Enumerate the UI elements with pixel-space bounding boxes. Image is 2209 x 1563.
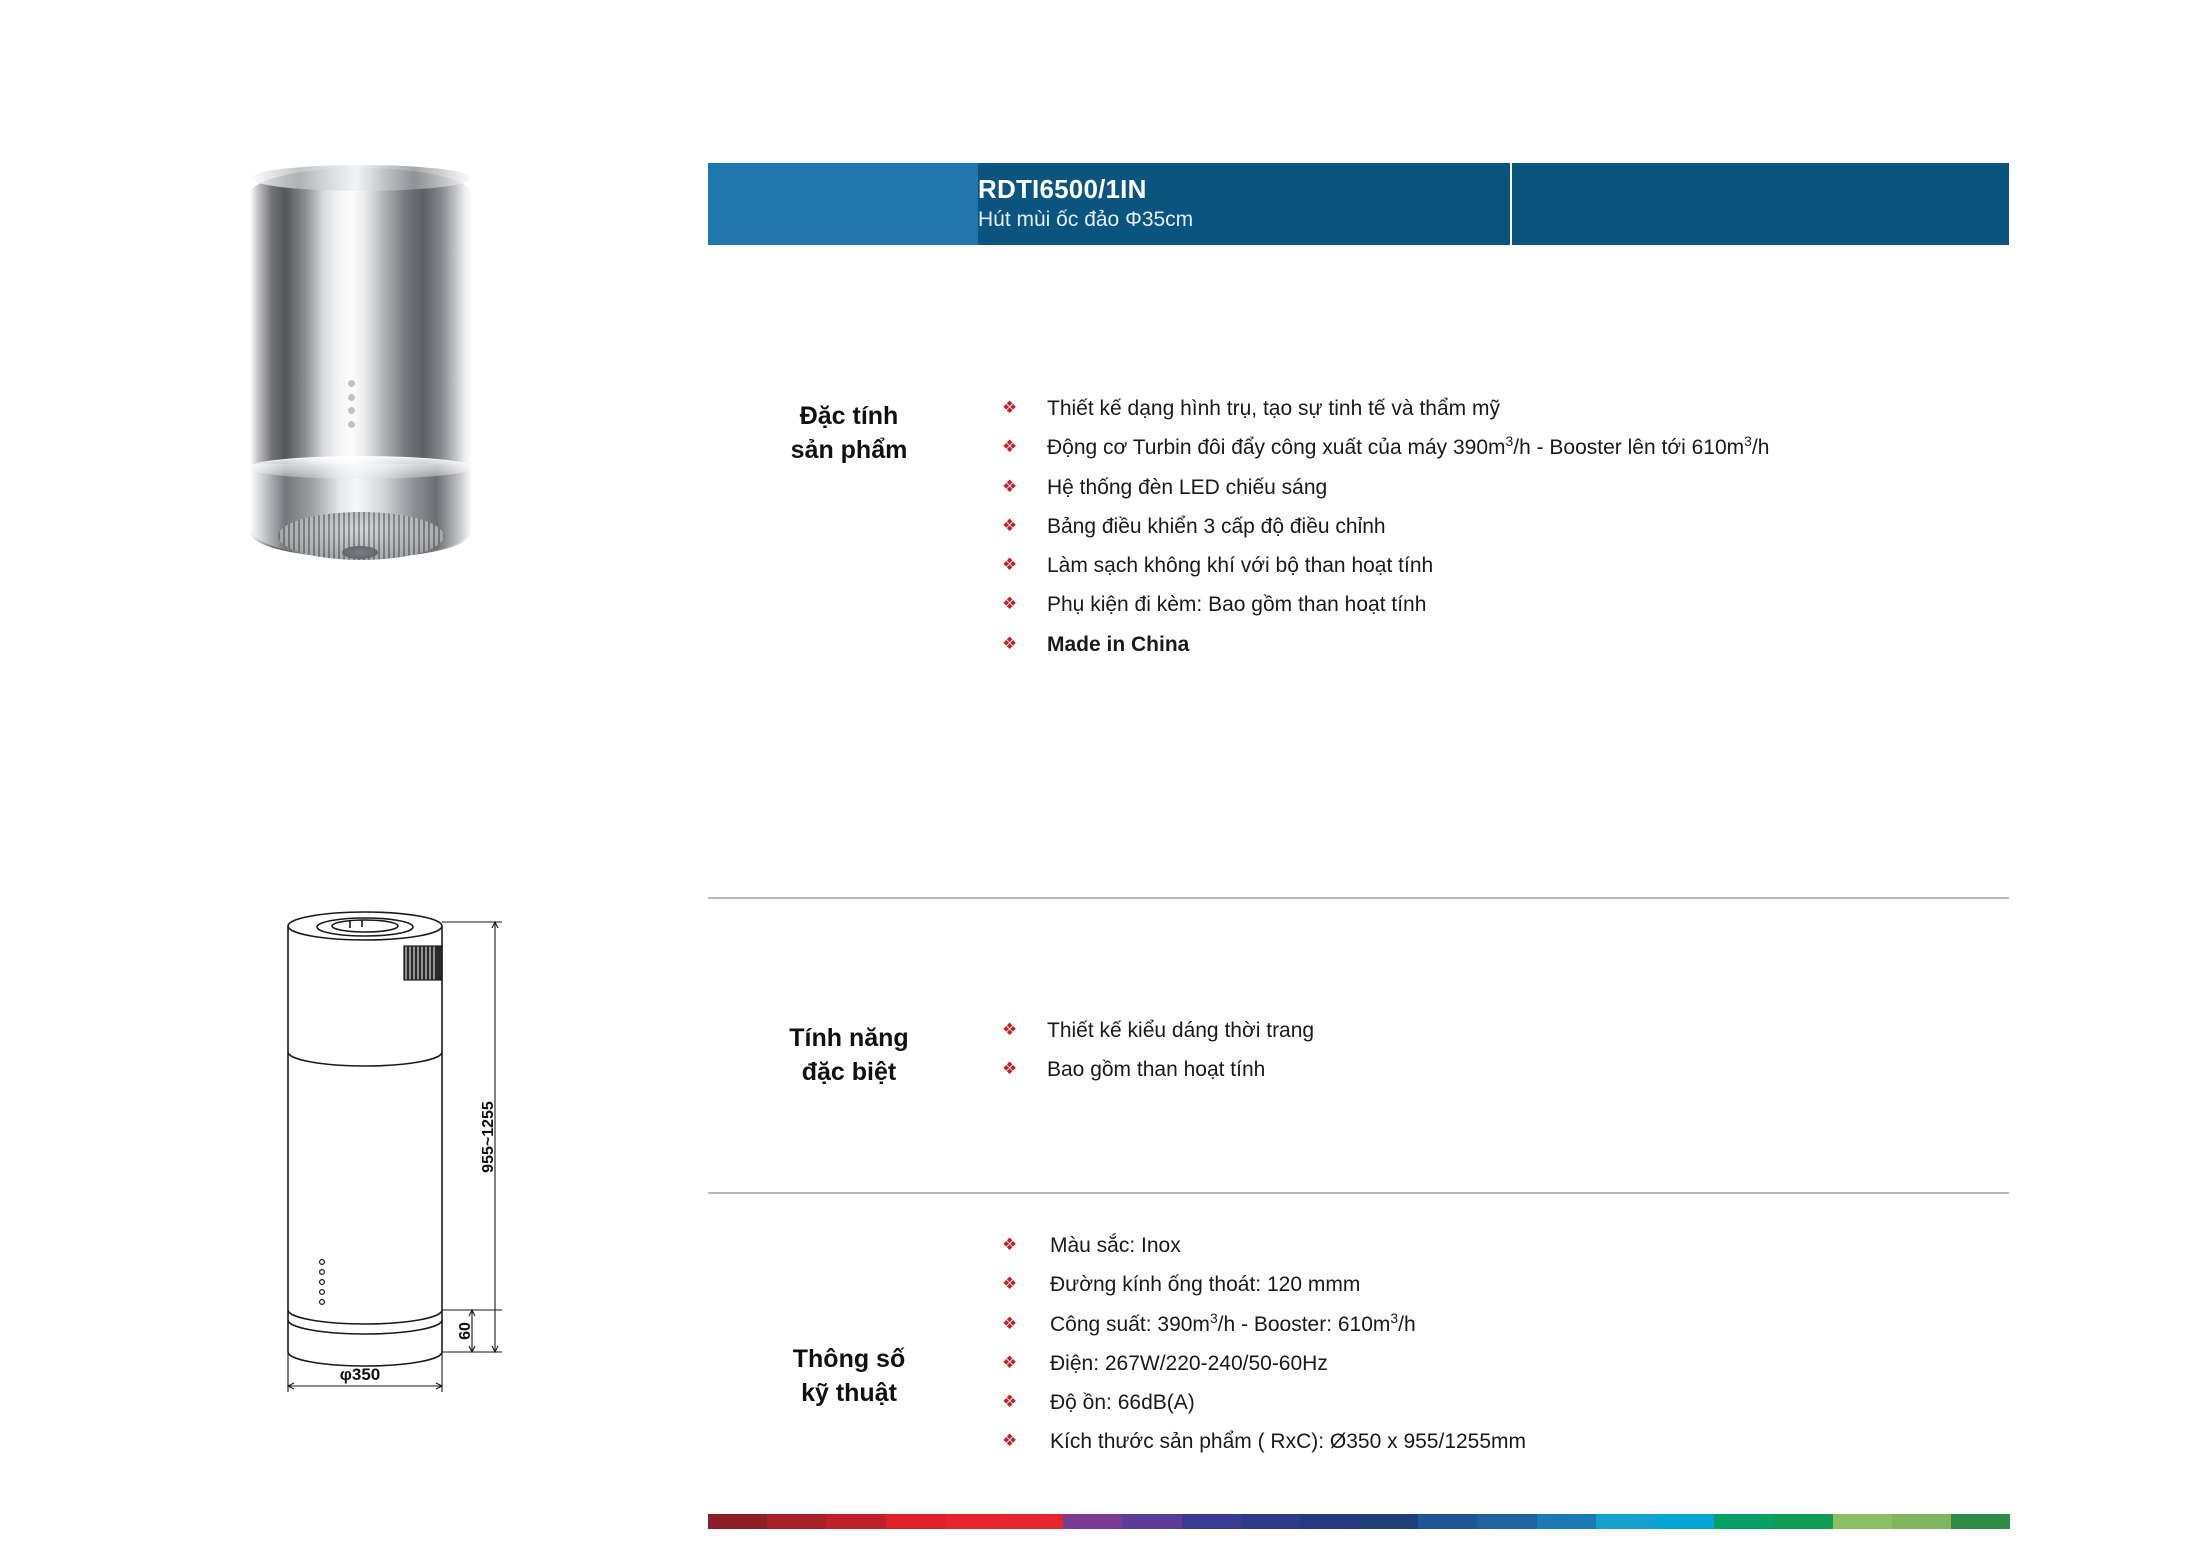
section-items-technical-specs [990, 1233, 2009, 1469]
spec-item [1002, 514, 2009, 540]
diamond-bullet-icon: ❖ [1002, 437, 1018, 457]
footer-color-segment [886, 1514, 945, 1529]
section-divider [708, 1192, 2009, 1194]
spec-item-text: Màu sắc: Inox [1050, 1234, 1181, 1257]
spec-item [1002, 1272, 2009, 1298]
spec-item [1002, 475, 2009, 501]
section-label-line2: sản phẩm [790, 435, 908, 464]
diamond-bullet-icon: ❖ [1002, 1274, 1018, 1294]
spec-item [1002, 553, 2009, 579]
hood-control-buttons [348, 380, 357, 428]
diamond-bullet-icon: ❖ [1002, 1392, 1018, 1411]
footer-color-segment [1773, 1514, 1832, 1529]
section-label-line1: Tính năng [789, 1024, 909, 1052]
footer-color-segment [945, 1514, 1004, 1529]
section-label-line2: đặc biệt [801, 1057, 897, 1086]
footer-color-segment [1122, 1514, 1181, 1529]
section-label-special-features [708, 1018, 990, 1097]
hood-top-cap [250, 165, 472, 191]
footer-color-segment [1833, 1514, 1892, 1529]
diamond-bullet-icon: ❖ [1002, 1352, 1018, 1372]
spec-item-text: Made in China [1047, 632, 1190, 656]
diamond-bullet-icon: ❖ [1002, 476, 1018, 496]
technical-drawing [250, 900, 520, 1410]
spec-item [1002, 1057, 2009, 1083]
footer-color-segment [1182, 1514, 1241, 1529]
product-photo [236, 168, 486, 598]
spec-item [1002, 1233, 2009, 1259]
spec-item [1002, 1351, 2009, 1377]
spec-item [1002, 632, 2009, 658]
section-items-special-features [990, 1018, 2009, 1097]
diamond-bullet-icon: ❖ [1002, 398, 1018, 417]
spec-item-text: Thiết kế kiểu dáng thời trang [1047, 1019, 1315, 1042]
spec-item-text: Điện: 267W/220-240/50-60Hz [1050, 1351, 1328, 1375]
technical-drawing-svg [250, 900, 520, 1410]
section-product-features [708, 396, 2009, 671]
product-subtitle: Hút mùi ốc đảo Φ35cm [978, 208, 1194, 232]
diamond-bullet-icon: ❖ [1002, 515, 1018, 535]
section-label-product-features [708, 396, 990, 671]
footer-color-segment [708, 1514, 767, 1529]
hood-control-dot [348, 380, 355, 387]
section-items-product-features [990, 396, 2009, 671]
diamond-bullet-icon: ❖ [1002, 1313, 1018, 1333]
section-label-line1: Thông số [792, 1345, 906, 1373]
footer-color-segment [1004, 1514, 1063, 1529]
section-divider [708, 897, 2009, 899]
spec-item [1002, 1309, 2009, 1338]
diamond-bullet-icon: ❖ [1002, 594, 1018, 614]
content-column [708, 0, 2018, 1563]
spec-item [1002, 396, 2009, 422]
footer-color-segment [1655, 1514, 1714, 1529]
hood-control-dot [348, 407, 355, 414]
section-label-line1: Đặc tính [799, 402, 899, 430]
diamond-bullet-icon: ❖ [1002, 633, 1018, 653]
diamond-bullet-icon: ❖ [1002, 1235, 1018, 1254]
spec-item-text: Bảng điều khiển 3 cấp độ điều chỉnh [1047, 514, 1386, 538]
spec-item-text: Đường kính ống thoát: 120 mmm [1050, 1273, 1361, 1297]
spec-item [1002, 1018, 2009, 1044]
spec-item-text: Phụ kiện đi kèm: Bao gồm than hoạt tính [1047, 593, 1427, 617]
footer-color-segment [1537, 1514, 1596, 1529]
footer-color-segment [1951, 1514, 2010, 1529]
hood-control-dot [348, 394, 355, 401]
spec-item-text: Độ ồn: 66dB(A) [1050, 1391, 1195, 1414]
dim-diameter-label: φ350 [339, 1365, 381, 1384]
spec-item [1002, 1390, 2009, 1416]
spec-item-text: Bao gồm than hoạt tính [1047, 1058, 1266, 1082]
section-label-technical-specs [708, 1233, 990, 1469]
hood-filter-center [342, 546, 378, 559]
spec-item [1002, 1429, 2009, 1455]
footer-color-segment [1477, 1514, 1536, 1529]
diamond-bullet-icon: ❖ [1002, 1020, 1018, 1039]
spec-item-text: Kích thước sản phẩm ( RxC): Ø350 x 955/1255mm [1050, 1430, 1527, 1454]
footer-color-segment [1596, 1514, 1655, 1529]
hood-control-dot [348, 421, 355, 428]
footer-color-bar [708, 1514, 2010, 1529]
header-right-block [1510, 163, 2009, 245]
spec-item [1002, 592, 2009, 618]
footer-color-segment [1063, 1514, 1122, 1529]
footer-color-segment [1300, 1514, 1359, 1529]
hood-glass-rim [250, 456, 472, 479]
footer-color-segment [1714, 1514, 1773, 1529]
diamond-bullet-icon: ❖ [1002, 1431, 1018, 1451]
footer-color-segment [1359, 1514, 1418, 1529]
dim-height-label: 955~1255 [480, 1101, 497, 1173]
spec-item-text: Động cơ Turbin đôi đẩy công xuất của máy $390m^3/h$ - Booster lên tới $610m^3/h$ [1047, 433, 1770, 460]
dim-band-label: 60 [457, 1322, 474, 1340]
header-accent-block [708, 163, 978, 245]
section-technical-specs [708, 1233, 2009, 1469]
section-special-features [708, 1018, 2009, 1097]
footer-color-segment [826, 1514, 885, 1529]
footer-color-segment [1241, 1514, 1300, 1529]
product-header-banner [708, 163, 2009, 245]
footer-color-segment [1892, 1514, 1951, 1529]
diamond-bullet-icon: ❖ [1002, 555, 1018, 574]
footer-color-segment [1418, 1514, 1477, 1529]
spec-item-text: Làm sạch không khí với bộ than hoạt tính [1047, 554, 1434, 577]
footer-color-segment [767, 1514, 826, 1529]
product-code: RDTI6500/1IN [978, 174, 1147, 205]
spec-item-text: Hệ thống đèn LED chiếu sáng [1047, 475, 1328, 499]
spec-item [1002, 435, 2009, 461]
spec-item-text: Thiết kế dạng hình trụ, tạo sự tinh tế và thẩm mỹ [1047, 397, 1500, 420]
section-label-line2: kỹ thuật [801, 1378, 897, 1407]
diamond-bullet-icon: ❖ [1002, 1059, 1018, 1079]
spec-item-text: Công suất: $390m^3/h$ - Booster: $610m^3/h$ [1050, 1309, 1416, 1336]
header-title-block [978, 163, 1510, 245]
